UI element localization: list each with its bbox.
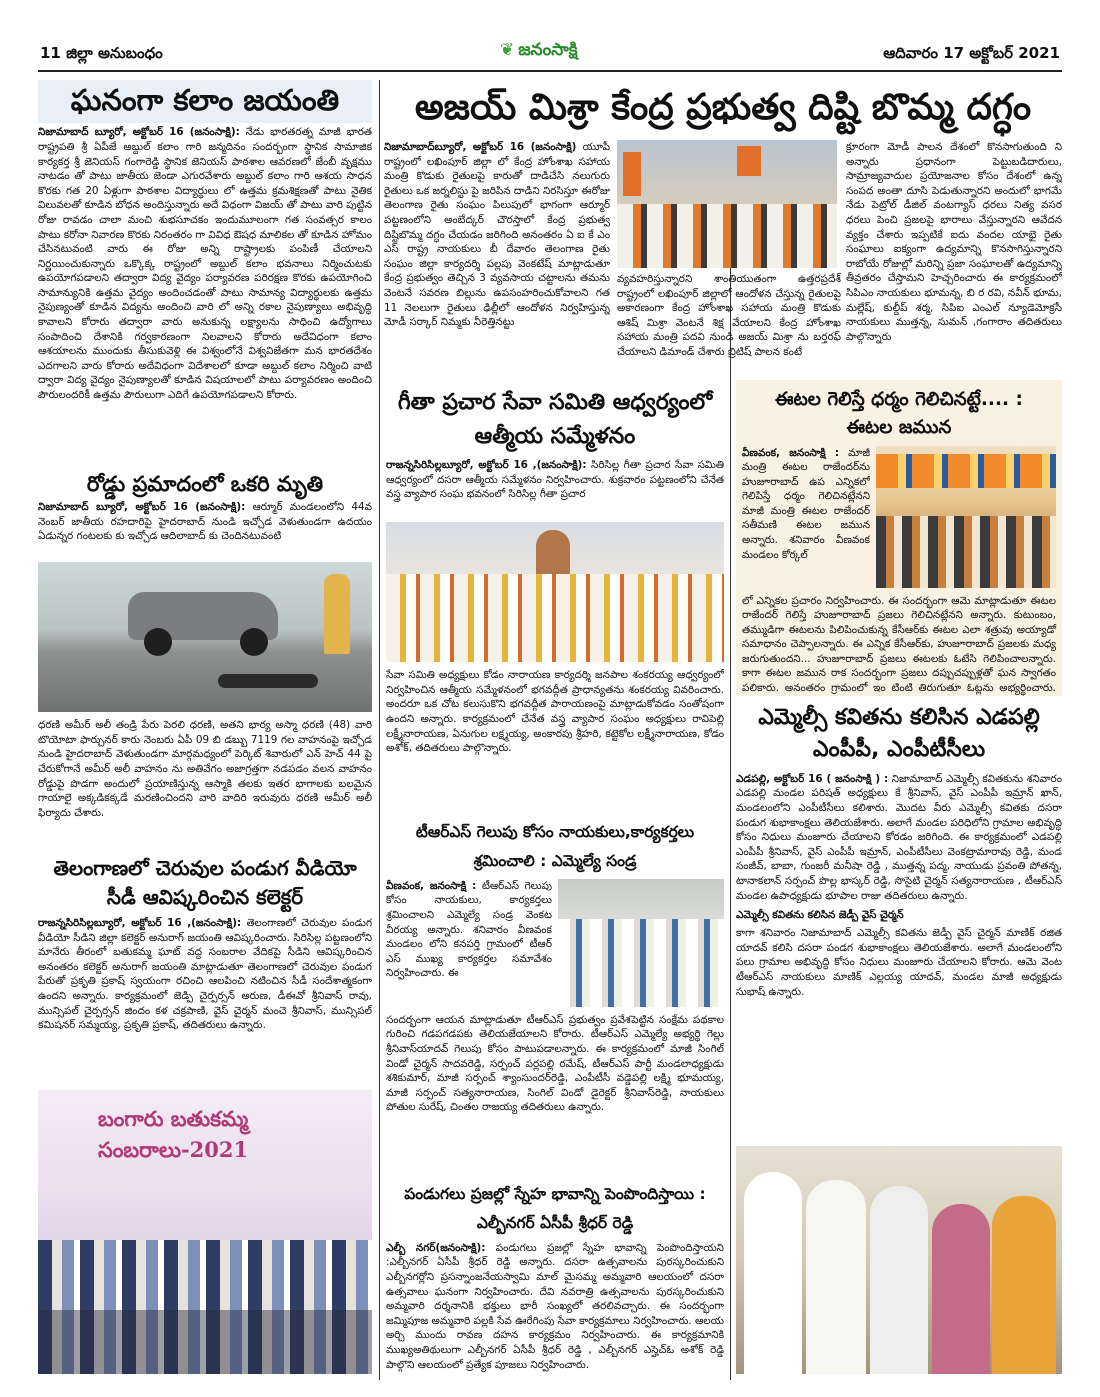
dateline: నిజామాబాద్‌బ్యూరో, అక్టోబర్ 16 (జనంసాక్షి) bbox=[384, 141, 577, 153]
article-eatala bbox=[736, 380, 1062, 696]
banner-text: బంగారు బతుకమ్మ సంబరాలు-2021 bbox=[98, 1106, 249, 1162]
wheel-shape bbox=[240, 628, 268, 656]
headline-geetha: గీతా ప్రచార సేవా సమితి ఆధ్వర్యంలో ఆత్మీయ సమ్మేళనం bbox=[397, 390, 713, 450]
trs-top-row bbox=[386, 879, 724, 1011]
article-body bbox=[742, 446, 870, 592]
dateline: ఎల్బీ నగర్(జనంసాక్షి): bbox=[386, 1241, 486, 1254]
page-info: 11 జిల్లా అనుబంధం bbox=[40, 44, 163, 62]
geetha-photo bbox=[386, 522, 724, 662]
protest-photo bbox=[617, 140, 837, 268]
body-text: పండుగలు ప్రజల్లో స్నేహ భావాన్ని పెంపొందిస్తాయని :ఎల్బీనగర్ ఏసీపీ శ్రీధర్ రెడ్డి అన్నారు. దసరా ఉత్సవాలను పురస్కరించుకుని ఎల్బీనగర్లోని ప్రసన్నాంజనేయస్వామి మాల్ మైసమ్మ అమ్మవారి ఆలయంలో దసరా ఉత్సవాలు ఘనంగా నిర్వహించారు. దేవి నవరాత్రి ఉత్సవాలను పురస్కరించుకుని అమ్మవారి దర్శనానికి భక్తులు భారీ సంఖ్యలో తరలివచ్చారు. ఈ సందర్భంగా జమ్మిపూజ అమ్మవారి పల్లకి సేవ ఊరేగింపు సేవా కార్యక్రమాలు నిర్వహించారు. ఆలయ అర్చి ముందు రావణ దహన కార్యక్రమం నిర్వహించారు. ఈ కార్యక్రమానికి ముఖ్యఅతిథులుగా ఎల్బీనగర్ ఏసీపీ శ్రీధర్ రెడ్డి , ఎల్బీనగర్ ఎస్హెచ్ఓ అశోక్ రెడ్డి పాల్గొని ఆలయంలో ప్రత్యేక పూజలు నిర్వహించారు. bbox=[386, 1241, 724, 1371]
article-body bbox=[38, 718, 372, 820]
article-body bbox=[386, 1241, 724, 1372]
headline-kavitha: ఎమ్మెల్సీ కవితను కలిసిన ఎడపల్లి ఎంపీపీ, ఎంపీటీసీలు bbox=[758, 705, 1040, 762]
body-text: నిజామాబాద్ ఎమ్మెల్సీ కవితకును శనివారం ఎడపల్లి మండల పరిషత్ అధ్యక్షులు కే శ్రీనివాస్, వైస్ ఎంపీపీ ఇమ్రాన్ ఖాన్, మండలంలోని ఎంపీటీసీలు కలిశారు. మొదట వీరు ఎమ్మెల్సీ కవితకు దసరా పండుగ శుభాకాంక్షలు తెలియజేశారు. అలాగే మండల పరిధిలోని గ్రామాల అభివృద్ధి కోసం నిధులు మంజూరు చేయాలని కోరడం జరిగింది. ఈ కార్యక్రమంలో ఎడపల్లి ఎంపీపీ శ్రీనివాస్, వైస్ ఎంపీపీ ఇమ్రాన్, ఎంపీటీసీలు వెంకట్రామారావు రెడ్డి, మండ సంజీవ్, బాబా, గుంజరీ మనీషా రెడ్డి , ముత్తన్న పద్మ, నాయుడు ప్రవంతి పోతన్న, టానాకలాన్ సర్పంచ్ పొల్ల భాస్కర్ రెడ్డి, సొసైటి చైర్మన్ సత్యనారాయణ , టీఆర్ఎస్ మండల ఉపాధ్యక్షుడు భూపాల రాజు తదితరులు ఉన్నారు. bbox=[736, 772, 1062, 902]
body-text: సందర్భంగా ఆయన మాట్లాడుతూ టీఆర్ఎస్ ప్రభుత్వం ప్రవేశపెట్టిన సంక్షేమ పథకాల గురించి గడపగడపకు తెలియజేయాలని కోరారు. టీఆర్ఎస్ ఎమ్మెల్యే అభ్యర్థి గెల్లు శ్రీనివాస్‌యాదవ్ గెలుపు కోసం పాటుపడాలన్నారు. ఈ కార్యక్రమంలో మాజీ సింగిల్ విండో చైర్మన్ సాదవరెడ్డి, సర్పంచ్ పర్లపల్లి రమేష్, టీఆర్ఎస్ పార్టీ మండలాధ్యక్షుడు శశికుమార్, మాజీ సర్పంచ్ శ్యాంసుందర్‌రెడ్డి, ఎంపీటీసీ వడ్డెపల్లి లక్ష్మి భూమయ్య, మాజీ సర్పంచ్ సత్యనారాయణ, సింగిల్ విండో డైరెక్టర్ శ్రీనివాస్‌రెడ్డి, నాయకులు పోతుల సురేష్, చింతల రాజయ్య తదితరులు ఉన్నారు. bbox=[386, 1013, 724, 1114]
group-people bbox=[386, 574, 724, 662]
article-body bbox=[736, 772, 1062, 903]
headline-accident: రోడ్డు ప్రమాదంలో ఒకరి మృతి bbox=[86, 472, 324, 496]
person-shape bbox=[218, 674, 318, 688]
crowd-shade bbox=[38, 1310, 372, 1374]
crowd-shape bbox=[617, 204, 837, 268]
deity-frame bbox=[536, 530, 570, 578]
headline-trs: టీఆర్ఎస్ గెలుపు కోసం నాయకులు,కార్యకర్తలు శ్రమించాలి : ఎమ్మెల్యే సండ్ర bbox=[415, 823, 695, 871]
article-ajay-col3 bbox=[846, 140, 1062, 372]
person-shape bbox=[744, 1172, 802, 1374]
article-ajay-col1 bbox=[384, 140, 610, 372]
eatala-top-row bbox=[742, 446, 1056, 592]
trs-photo bbox=[558, 879, 724, 1007]
body-text: ధరణి అమీర్ అలీ తండ్రి పేరు పెరలి ధరణి, అతని భార్య అస్మా ధరణి (48) వారి టొయోటా ఫార్చునర్ కారు నెంబరు ఏపీ 09 బి డబ్బు 7119 గల వాహనంపై ఇచ్చోడ నుండి హైదరాబాద్ వెళుతుండగా మార్గమధ్యంలో పెర్కిట్ శివారులో ఎన్ హెచ్ 44 పై చేరుకోగానే అమీర్ అలీ వాహనం ను అతివేగం అజాగ్రత్తగా నడపడం వలన వాహనం రోడ్డుపై పొడగా అందులో ప్రయాణిస్తున్న ఆస్మాకి తలకు ఇతర భాగాలకు బలమైన గాయాలై అక్కడికక్కడే మరణించిందని వారి వాదిరి ఇరువురు ధరణి అమీర్ అలీ ఫిర్యాదు చేశారు. bbox=[38, 719, 372, 819]
article-accident bbox=[38, 468, 372, 848]
article-body bbox=[38, 916, 372, 1033]
bathukamma-photo bbox=[38, 1090, 372, 1374]
article-tanks bbox=[38, 852, 372, 1082]
body-text: కాగా శనివారం నిజామాబాద్ ఎమ్మెల్సీ కవితను జెడ్పీ వైస్ చైర్మన్ మాణిక్ రజిత యాదవ్ కలిసి దసరా పండగ శుభాకాంక్షలు తెలియజేశారు. అలాగే మండలంలోని పలు గ్రామాల అభివృద్ధి కోసం నిధులు మంజూరు చేయాలని కోరారు. ఆమె వెంట టీఆర్ఎస్ నాయకులు మాణిక్ ఎల్లయ్య యాదవ్, మండల మాజీ అధ్యక్షుడు సుభాష్ ఉన్నారు. bbox=[736, 927, 1062, 998]
person-shape bbox=[932, 1204, 990, 1374]
group-people bbox=[876, 516, 1056, 588]
body-text: లో ఎన్నికల ప్రచారం నిర్వహించారు. ఈ సందర్భంగా ఆమె మాట్లాడుతూ ఈటల రాజేందర్ గెలిస్తే హుజూరాబాద్ ప్రజలు గెలిచినట్లేనని అన్నారు. కుటుంబం, తమ్ముడిగా ఈటలను పిలిపించుకున్న కేసీఆర్‌కు ఈటల ఎలా శత్రువు అయ్యాడో సమాధానం చెప్పాలన్నారు. ఈ ఎన్నిక కేసీఆర్‌కు, హుజూరాబాద్ ప్రజలకు మధ్య జరుగుతుందని... హుజూరాబాద్ ప్రజలు ఈటలకు ఓటేసి గెలిపించాలన్నారు. కాగా ఈటల జమున రాక సందర్భంగా ప్రజలు దప్పుచప్పుళ్లతో ఘన స్వాగతం పలికారు. అనంతరం గ్రామంలో ఇం టింటి తిరుగుతూ ఓట్లను అభ్యర్థించారు. bbox=[742, 594, 1056, 695]
kavitha-photo bbox=[736, 1146, 1062, 1374]
article-body bbox=[742, 594, 1056, 697]
banner-shape bbox=[876, 454, 1056, 488]
group-people bbox=[558, 919, 724, 1007]
column-rule bbox=[379, 80, 380, 1380]
masthead bbox=[38, 38, 1062, 72]
flag-shape bbox=[737, 146, 761, 176]
body-text: టీఆర్ఎస్ గెలుపు కోసం నాయకులు, కార్యకర్తలు శ్రమించాలని ఎమ్మెల్యే సండ్ర వెంకట వీరయ్య అన్నారు. శనివారం వీణవంక మండలం లోని కనపర్తి గ్రామంలో టీఆర్ ఎస్ ముఖ్య కార్యకర్తల సమావేశం నిర్వహించారు. ఈ bbox=[386, 879, 552, 980]
article-body bbox=[386, 879, 552, 1011]
dateline: ఎడపల్లి, అక్టోబర్ 16 ( జనంసాక్షి ) : bbox=[736, 772, 889, 785]
article-body bbox=[386, 458, 724, 518]
headline-tanks: తెలంగాణలో చెరువుల పండుగ వీడియో సీడీ ఆవిష్కరించిన కలెక్టర్ bbox=[53, 856, 357, 909]
person-shape bbox=[806, 1180, 866, 1374]
article-kalam bbox=[38, 80, 372, 462]
article-ajay-col2 bbox=[617, 272, 841, 372]
article-body bbox=[38, 125, 372, 402]
leaf-icon: ❦ bbox=[500, 40, 515, 60]
eatala-photo bbox=[876, 446, 1056, 588]
body-text: ఆర్మూర్ మండలంలోని 44వ నెంబర్ జాతీయ రహదారిపై హైదరాబాద్ నుండి ఇచ్చోడ వెళుతుండగా ఉదయం ఏడున్నర గంటలకు కు ఇచ్చోడ ఆదిలాబాద్ కు చెందినటువంటి bbox=[38, 501, 372, 543]
dateline: వీణవంక, జనంసాక్షి : bbox=[742, 446, 840, 459]
body-text: తెలంగాణలో చెరువుల పండుగ వీడియో సీడిని జిల్లా కలెక్టర్ అనురాగ్ జయంతి ఆవిష్కరించారు. సిరిసిల్ల పట్టణంలోని మానేరు తీరంలో బతుకమ్మ ఘాట్ వద్ద సంబరాల వేదికపై సీడిని ఆవిష్కరించిన అనంతరం కలెక్టర్ అనురాగ్ జయంతి మాట్లాడుతూ తెలంగాణలో చెరువుల పండుగ పేరుతో ప్రకృతి ప్రకాష్ స్వయంగా రచించి ఆలపించి నటించిన సీడీ సందేశాత్మకంగా ఉందని అన్నారు. కార్యక్రమంలో జెడ్పి చైర్పర్సన్ అరుణ, డీఈవో శ్రీనివాస్ రావు, మున్సిపల్ చైర్పర్సన్ జిందం కళ చక్రపాణి, వైస్ చైర్మన్ మంచె శ్రీనివాస్, మున్సిపల్ కమిషనర్ సమ్మయ్య, ప్రకృతి ప్రకాష్, తదితరులు ఉన్నారు. bbox=[38, 917, 372, 1032]
headline-eatala-1: ఈటల గెలిస్తే ధర్మం గెలిచినట్టే.... : bbox=[775, 389, 1023, 410]
accident-photo bbox=[38, 562, 372, 712]
headline-eatala-2: ఈటల జమున bbox=[846, 416, 952, 438]
article-body bbox=[386, 1013, 724, 1115]
person-shape bbox=[870, 1186, 928, 1374]
body-text: యూపీ రాష్ట్రంలో లఖింపూర్ జిల్లా లో కేంద్ర హోంశాఖ సహాయ మంత్రి కొడుకు రైతులపై కారుతో దాడిచేసి నలుగురు రైతులు ఒక జర్నలిస్టు పై జరిపిన దాడిని నిరసిస్తూ ఈరోజు తెలంగాణ రైతు సంఘం పిలుపులో భాగంగా ఆర్మూర్ పట్టణంలోని అంబేద్కర్ చౌరస్తాలో కేంద్ర ప్రభుత్వ దిష్టిబొమ్మ దగ్ధం చేయడం జరిగింది అనంతరం ఏ ఐ కే ఎం ఎస్ రాష్ట్ర నాయకులు బీ దేవారం తెలంగాణ రైతు సంఘం జిల్లా కార్యదర్శి పల్లపు వెంకటేష్ మాట్లాడుతూ కేంద్ర ప్రభుత్వం తెచ్చిన 3 వ్యవసాయ చట్టాలను తమను వెంటనే సవరణ బిల్లును ఉపసంహరించుకోవాలని గత 11 నెలలుగా రైతులు ఢిల్లీలో ఆందోళన నిర్వహిస్తున్న మోడీ సర్కార్ నిమ్మకు నీరెత్తినట్టు bbox=[384, 141, 610, 329]
article-festivals bbox=[386, 1180, 724, 1380]
dateline: రాజన్నసిరిసిల్లబ్యూరో, అక్టోబర్ 16 ,(జనంసాక్షి): bbox=[38, 917, 242, 929]
body-text: సేవా సమితి అధ్యక్షులు కోడం నారాయణ కార్యదర్శి జనపాల శంకరయ్య ఆధ్వర్యంలో నిర్వహించిన ఆత్మీయ సమ్మేళనంలో భగవద్గీత ప్రాధాన్యతను శంకరయ్య వివరించారు. అందరూ ఒక చోట కలుసుకొని భగవద్గీత పారాయణంపై మాట్లాడుకోవడం సంతోషంగా ఉందని అన్నారు. కార్యక్రమంలో చేనేత వస్త్ర వ్యాపార సంఘం అధ్యక్షులు రావిపెల్లి లక్ష్మీనారాయణ, ఏనుగుల లక్ష్మయ్య, అంకారపు శ్రీహరి, కట్టెకోల లక్ష్మీనారాయణ, కోడం అశోక్, తదితరులు పాల్గొన్నారు. bbox=[386, 669, 724, 755]
article-kavitha bbox=[736, 702, 1062, 1142]
issue-date: ఆదివారం 17 అక్టోబర్ 2021 bbox=[883, 44, 1060, 62]
body-text: వ్యవహరిస్తున్నారని శాంతియుతంగా ఉత్తరప్రదేశ్ రాష్ట్రంలో లఖింపూర్ జిల్లాలో ఆందోళన చేస్తున్న రైతులపై అకారణంగా కేంద్ర హోంశాఖ సహాయ మంత్రి కొడుకు ఆశిష్ మిశ్రా వెంటనే శిక్ష వేయాలని కేంద్ర హోంశాఖ సహాయ మంత్రి పదవి నుండి అజయ్ మిశ్రా ను బర్తరఫ్ చేయాలని డిమాండ్ చేశారు బ్రిటిష్ పాలన కంటే bbox=[617, 273, 841, 358]
wheel-shape bbox=[144, 628, 172, 656]
person-shape bbox=[992, 1196, 1056, 1374]
article-trs bbox=[386, 818, 724, 1178]
bystander-shape bbox=[324, 574, 350, 654]
dateline: రాజన్నసిరిసిల్లబ్యూరో, అక్టోబర్ 16 ,(జనంసాక్షి): bbox=[386, 459, 587, 472]
body-text: మాజీ మంత్రి ఈటల రాజేందర్‌ను హుజూరాబాద్ ఉప ఎన్నికలో గెలిపిస్తే ధర్మం గెలిచినట్లేనని మాజీ మంత్రి ఈటల రాజేందర్ సతీమణి ఈటల జమున అన్నారు. శనివారం వీణవంక మండలం కోర్కల్ bbox=[742, 446, 870, 561]
paper-name: జనంసాక్షి bbox=[518, 40, 578, 60]
headline-kalam: ఘనంగా కలాం జయంతి bbox=[38, 80, 372, 123]
dateline: వీణవంక, జనంసాక్షి : bbox=[386, 879, 477, 892]
body-text: క్రూరంగా మోడీ పాలన దేశంలో కొనసాగుతుంది ని అన్నారు ప్రధానంగా పెట్టుబడిదారులు, సామ్రాజ్యవాదుల ప్రయోజనాల కోసం దేశంలో ఉన్న సంపద అంతా దూసి పెడుతున్నారని అందులో భాగమే నేడు పెట్రోల్ డీజిల్ వంటగ్యాస్ ధరలు నిత్య వసర ధరలు పెంచి ప్రజలపై భారాలు వేస్తున్నారని ఆవేదన వ్యక్తం చేశారు ఇప్పటికే ఐదు వందల యాభై రైతు సంఘాలు ఐక్యంగా ఉద్యమాన్ని కొనసాగిస్తున్నారని రాబోయే రోజుల్లో మరిన్ని ప్రజా సంఘాలతో ఉద్యమాన్ని తీవ్రతరం చేస్తామని హెచ్చరించారు ఈ కార్యక్రమంలో సిపిఎం నాయకులు భూమన్న, బి ర రవి, నవీన్ భూమ, మల్లేష్, కుల్దీప్ శర్మ, సిపిఐ ఎంఎల్ న్యూడెమోక్రసీ నాయకులు ముత్తన్న, సుమన్ ,గంగారాం తదితరులు పాల్గొన్నారు bbox=[846, 141, 1062, 343]
article-geetha bbox=[386, 380, 724, 814]
article-body bbox=[386, 668, 724, 756]
dateline: నిజామాబాద్ బ్యూరో, అక్టోబర్ 16 (జనంసాక్షి): bbox=[38, 126, 240, 139]
dateline: నిజామాబాద్ బ్యూరో, అక్టోబర్ 16 (జనంసాక్షి): bbox=[38, 501, 246, 514]
body-text: నేడు భారతరత్న మాజీ భారత రాష్ట్రపతి శ్రీ ఏపీజే అబ్దుల్ కలాం గారి జన్మదినం సందర్భంగా స్థానిక సామాజిక కార్యకర్త శ్రీ జెనియస్ గంగారెడ్డి స్థానిక జెనియస్ పాఠశాల ఆవరణలో జేంబీ వృక్షము నాటడం తో పాటు జాతీయ జెండా ఎగురవేశారు అబ్దుల్ కలాం గారి ఆశయ సాధన కొరకు గత 20 ఏళ్లుగా పాఠశాల విద్యార్థులు లో ఉత్తమ క్రమశిక్షణతో పాటు నైతిక విలువలతో కూడిన బోధన అందిస్తున్నారు అదే విధంగా విజయ్ తో పాటు వారి పుట్టిన రోజు రావడం చాలా మంచి శుభసూచకం ఇందుమూలంగా గత సంవత్సర కాలం పాటు కరోనా నివారణ కొరకు నిరంతరం గా వివిధ ఔషధ మాలికల తో కూడిన హోమం చేసినటువంటి వారు ఈ రోజు అన్ని రాష్ట్రాలకు పంపిణీ చేయాలని నిర్ణయించుకున్నారు ఒక్కొక్క రాష్ట్రంలో అబ్దుల్ కలాం భవనాలు నిర్మించుటకు ఉపయోగపడాలని తద్వారా విద్య వైద్యం పర్యావరణ పరిరక్షణ కొరకు ఉపయోగించి సామాన్యునికి ఉత్తమ వైద్యం అందించడంతో పాటు సామాన్య విద్యార్థులకు ఉత్తమ నైపుణ్యంతో కూడిన విద్యను అందించి వారి లో అన్ని రకాల నైపుణ్యాలు అభివృద్ధి కావాలని కోరారు తద్వారా వారు అనుకున్న లక్ష్యాలను సాధించి ఉద్యోగాలు సంపాదించి దేశానికి గర్వకారణంగా నిలవాలని కోరారు అదేవిధంగా కలాం ఆశయాలను ముందుకు తీసుకువెళ్లి ఈ విశ్వంలోనే విశ్వవిజేతగా మన భారతదేశం ఎదగాలని వారు కోరారు అదేవిధంగా విదేశాలలో కూడా అబ్దుల్ కలాం నిర్మించి వాటి ద్వారా విద్య వైద్యం నైపుణ్యాలతో కూడిన విషయాలలో పాటు పర్యావరణం అందించి పౌరులందరికీ ఉత్తమ పౌరులుగా ఎదిగే ఉపయోగపడాలని కోరారు. bbox=[38, 126, 372, 402]
article-body bbox=[38, 500, 372, 558]
headline-ajay: అజయ్ మిశ్రా కేంద్ర ప్రభుత్వ దిష్టి బొమ్మ దగ్ధం bbox=[414, 87, 1032, 128]
flag-shape bbox=[623, 152, 641, 196]
sub-kicker: ఎమ్మెల్సీ కవితను కలిసిన జెడ్పీ వైస్ చైర్మన్ bbox=[736, 909, 904, 922]
paper-logo bbox=[500, 40, 578, 64]
headline-festivals: పండుగలు ప్రజల్లో స్నేహ భావాన్ని పెంపొందిస్తాయి : ఎల్బీనగర్ ఏసీపీ శ్రీధర్ రెడ్డి bbox=[404, 1185, 706, 1233]
article-body bbox=[736, 926, 1062, 999]
body-text: సిరిసిల్ల గీతా ప్రచార సేవా సమితి ఆధ్వర్యంలో దసరా ఆత్మీయ సమ్మేళనం నిర్వహించారు. శుక్రవారం పట్టణంలోని చేనేత వస్త్ర వ్యాపార సంఘ భవనంలో సిరిసిల్ల గీతా ప్రచార bbox=[386, 459, 724, 501]
